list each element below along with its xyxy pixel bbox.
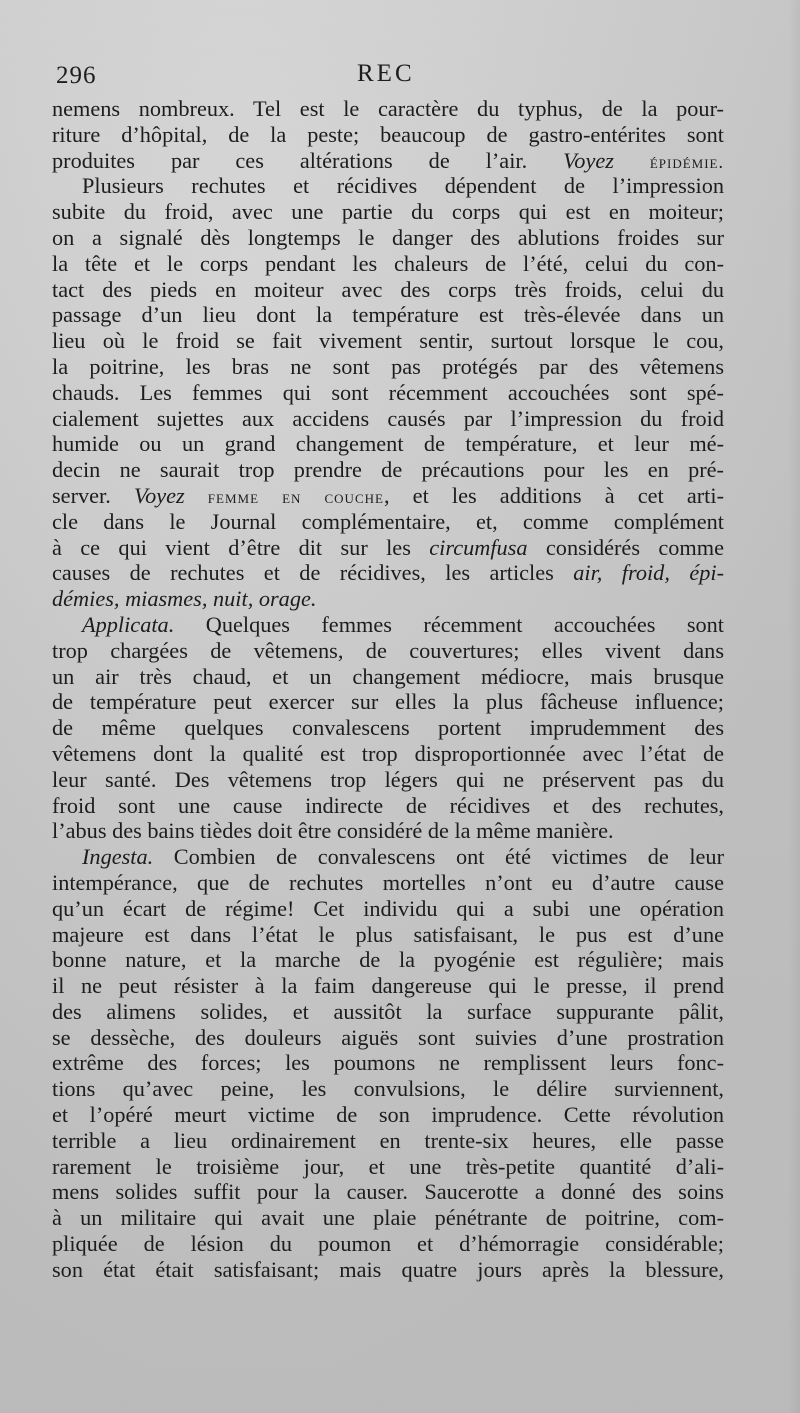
text-line bbox=[52, 767, 724, 793]
line-it: Voyez bbox=[563, 147, 614, 173]
text-line bbox=[52, 1179, 724, 1205]
text-line bbox=[52, 431, 724, 457]
line-text: decin ne saurait trop prendre de précautions pour les en pré- bbox=[52, 457, 724, 483]
text-line bbox=[52, 612, 724, 638]
text-line bbox=[52, 689, 724, 715]
line-text: tions qu’avec peine, les convulsions, le délire surviennent, bbox=[52, 1076, 724, 1102]
line-text: vêtemens dont la qualité est trop disproportionnée avec l’état de bbox=[52, 740, 724, 766]
line-sc: femme en couche bbox=[184, 486, 384, 507]
page-edge-shadow bbox=[788, 0, 800, 1413]
text-line bbox=[52, 1128, 724, 1154]
line-text: de température peut exercer sur elles la plus fâcheuse influence; bbox=[52, 689, 724, 715]
line-text: extrême des forces; les poumons ne remplissent leurs fonc- bbox=[52, 1050, 724, 1076]
text-line bbox=[52, 560, 724, 586]
text-line bbox=[52, 328, 724, 354]
line-text: subite du froid, avec une partie du corps qui est en moiteur; bbox=[52, 199, 724, 225]
book-page bbox=[52, 58, 724, 1283]
line-text: pliquée de lésion du poumon et d’hémorragie considérable; bbox=[52, 1231, 724, 1257]
line-it: démies, miasmes, nuit, orage. bbox=[52, 586, 317, 612]
line-text: intempérance, que de rechutes mortelles n’ont eu d’autre cause bbox=[52, 869, 724, 895]
line-post: Combien de convalescens ont été victimes de leur bbox=[153, 844, 724, 870]
line-post: Quelques femmes récemment accouchées sont bbox=[174, 611, 724, 637]
line-text: la tête et le corps pendant les chaleurs de l’été, celui du con- bbox=[52, 250, 724, 276]
text-line bbox=[52, 818, 724, 844]
line-post: , et les additions à cet arti- bbox=[383, 482, 724, 508]
text-line bbox=[52, 277, 724, 303]
body-text bbox=[52, 96, 724, 1283]
line-text: riture d’hôpital, de la peste; beaucoup de gastro-entérites sont bbox=[52, 121, 724, 147]
line-text: son état était satisfaisant; mais quatre jours après la blessure, bbox=[52, 1256, 724, 1282]
line-text: il ne peut résister à la faim dangereuse qui le presse, il prend bbox=[52, 973, 724, 999]
line-text: et l’opéré meurt victime de son imprudence. Cette révolution bbox=[52, 1102, 724, 1128]
text-line bbox=[52, 406, 724, 432]
line-it: Applicata. bbox=[82, 611, 175, 637]
line-text: leur santé. Des vêtemens trop légers qui ne préservent pas du bbox=[52, 766, 724, 792]
line-text: un air très chaud, et un changement médiocre, mais brusque bbox=[52, 663, 724, 689]
text-line bbox=[52, 947, 724, 973]
text-line bbox=[52, 586, 724, 612]
line-text: rarement le troisième jour, et une très-petite quantité d’ali- bbox=[52, 1153, 724, 1179]
line-pre: produites par ces altérations de l’air. bbox=[52, 147, 564, 173]
line-pre: server. bbox=[52, 482, 134, 508]
line-text: Plusieurs rechutes et récidives dépendent de l’impression bbox=[82, 173, 724, 199]
text-line bbox=[52, 380, 724, 406]
line-text: se dessèche, des douleurs aiguës sont suivies d’une prostration bbox=[52, 1024, 724, 1050]
line-text: majeure est dans l’état le plus satisfaisant, le pus est d’une bbox=[52, 921, 724, 947]
line-text: à un militaire qui avait une plaie pénétrante de poitrine, com- bbox=[52, 1205, 724, 1231]
text-line bbox=[52, 715, 724, 741]
text-line bbox=[52, 741, 724, 767]
line-text: nemens nombreux. Tel est le caractère du typhus, de la pour- bbox=[52, 96, 724, 121]
text-line bbox=[52, 148, 724, 174]
line-text: cialement sujettes aux accidens causés par l’impression du froid bbox=[52, 405, 724, 431]
line-pre: causes de rechutes et de récidives, les articles bbox=[52, 560, 574, 586]
line-text: on a signalé dès longtemps le danger des ablutions froides sur bbox=[52, 224, 724, 250]
page-number: 296 bbox=[56, 62, 97, 89]
text-line bbox=[52, 793, 724, 819]
text-line bbox=[52, 896, 724, 922]
line-post: considérés comme bbox=[527, 534, 724, 560]
line-text: passage d’un lieu dont la température est très-élevée dans un bbox=[52, 302, 724, 328]
text-line bbox=[52, 1205, 724, 1231]
text-line bbox=[52, 1025, 724, 1051]
line-text: lieu où le froid se fait vivement sentir, surtout lorsque le cou, bbox=[52, 328, 724, 354]
running-title: REC bbox=[357, 60, 415, 87]
text-line bbox=[52, 509, 724, 535]
text-line bbox=[52, 1257, 724, 1283]
text-line bbox=[52, 870, 724, 896]
text-line bbox=[52, 302, 724, 328]
text-line bbox=[52, 638, 724, 664]
text-line bbox=[52, 1076, 724, 1102]
text-line bbox=[52, 173, 724, 199]
text-line bbox=[52, 122, 724, 148]
line-text: chauds. Les femmes qui sont récemment accouchées sont spé- bbox=[52, 379, 724, 405]
text-line bbox=[52, 96, 724, 122]
line-it: circumfusa bbox=[429, 534, 528, 560]
line-it: Voyez bbox=[133, 482, 185, 508]
line-text: cle dans le Journal complémentaire, et, comme complément bbox=[52, 508, 724, 534]
line-it: Ingesta. bbox=[82, 844, 154, 870]
text-line bbox=[52, 251, 724, 277]
text-line bbox=[52, 457, 724, 483]
line-text: tact des pieds en moiteur avec des corps très froids, celui du bbox=[52, 276, 724, 302]
text-line bbox=[52, 225, 724, 251]
text-line bbox=[52, 354, 724, 380]
text-line bbox=[52, 1050, 724, 1076]
text-line bbox=[52, 999, 724, 1025]
line-text: l’abus des bains tièdes doit être considéré de la même manière. bbox=[52, 818, 614, 844]
line-text: des alimens solides, et aussitôt la surface suppurante pâlit, bbox=[52, 998, 724, 1024]
line-sc: épidémie. bbox=[613, 151, 724, 172]
line-text: terrible a lieu ordinairement en trente-six heures, elle passe bbox=[52, 1127, 724, 1153]
line-text: bonne nature, et la marche de la pyogénie est régulière; mais bbox=[52, 947, 724, 973]
line-text: trop chargées de vêtemens, de couvertures; elles vivent dans bbox=[52, 637, 724, 663]
text-line bbox=[52, 844, 724, 870]
line-text: la poitrine, les bras ne sont pas protégés par des vêtemens bbox=[52, 353, 724, 379]
text-line bbox=[52, 199, 724, 225]
text-line bbox=[52, 535, 724, 561]
line-text: humide ou un grand changement de température, et leur mé- bbox=[52, 431, 724, 457]
text-line bbox=[52, 664, 724, 690]
line-it: air, froid, épi- bbox=[573, 560, 724, 586]
text-line bbox=[52, 1154, 724, 1180]
text-line bbox=[52, 1102, 724, 1128]
text-line bbox=[52, 922, 724, 948]
text-line bbox=[52, 483, 724, 509]
line-text: mens solides suffit pour la causer. Saucerotte a donné des soins bbox=[52, 1179, 724, 1205]
line-text: de même quelques convalescens portent imprudemment des bbox=[52, 715, 724, 741]
running-head bbox=[52, 58, 724, 96]
line-text: froid sont une cause indirecte de récidives et des rechutes, bbox=[52, 792, 724, 818]
text-line bbox=[52, 973, 724, 999]
line-pre: à ce qui vient d’être dit sur les bbox=[52, 534, 430, 560]
line-text: qu’un écart de régime! Cet individu qui a subi une opération bbox=[52, 895, 724, 921]
text-line bbox=[52, 1231, 724, 1257]
